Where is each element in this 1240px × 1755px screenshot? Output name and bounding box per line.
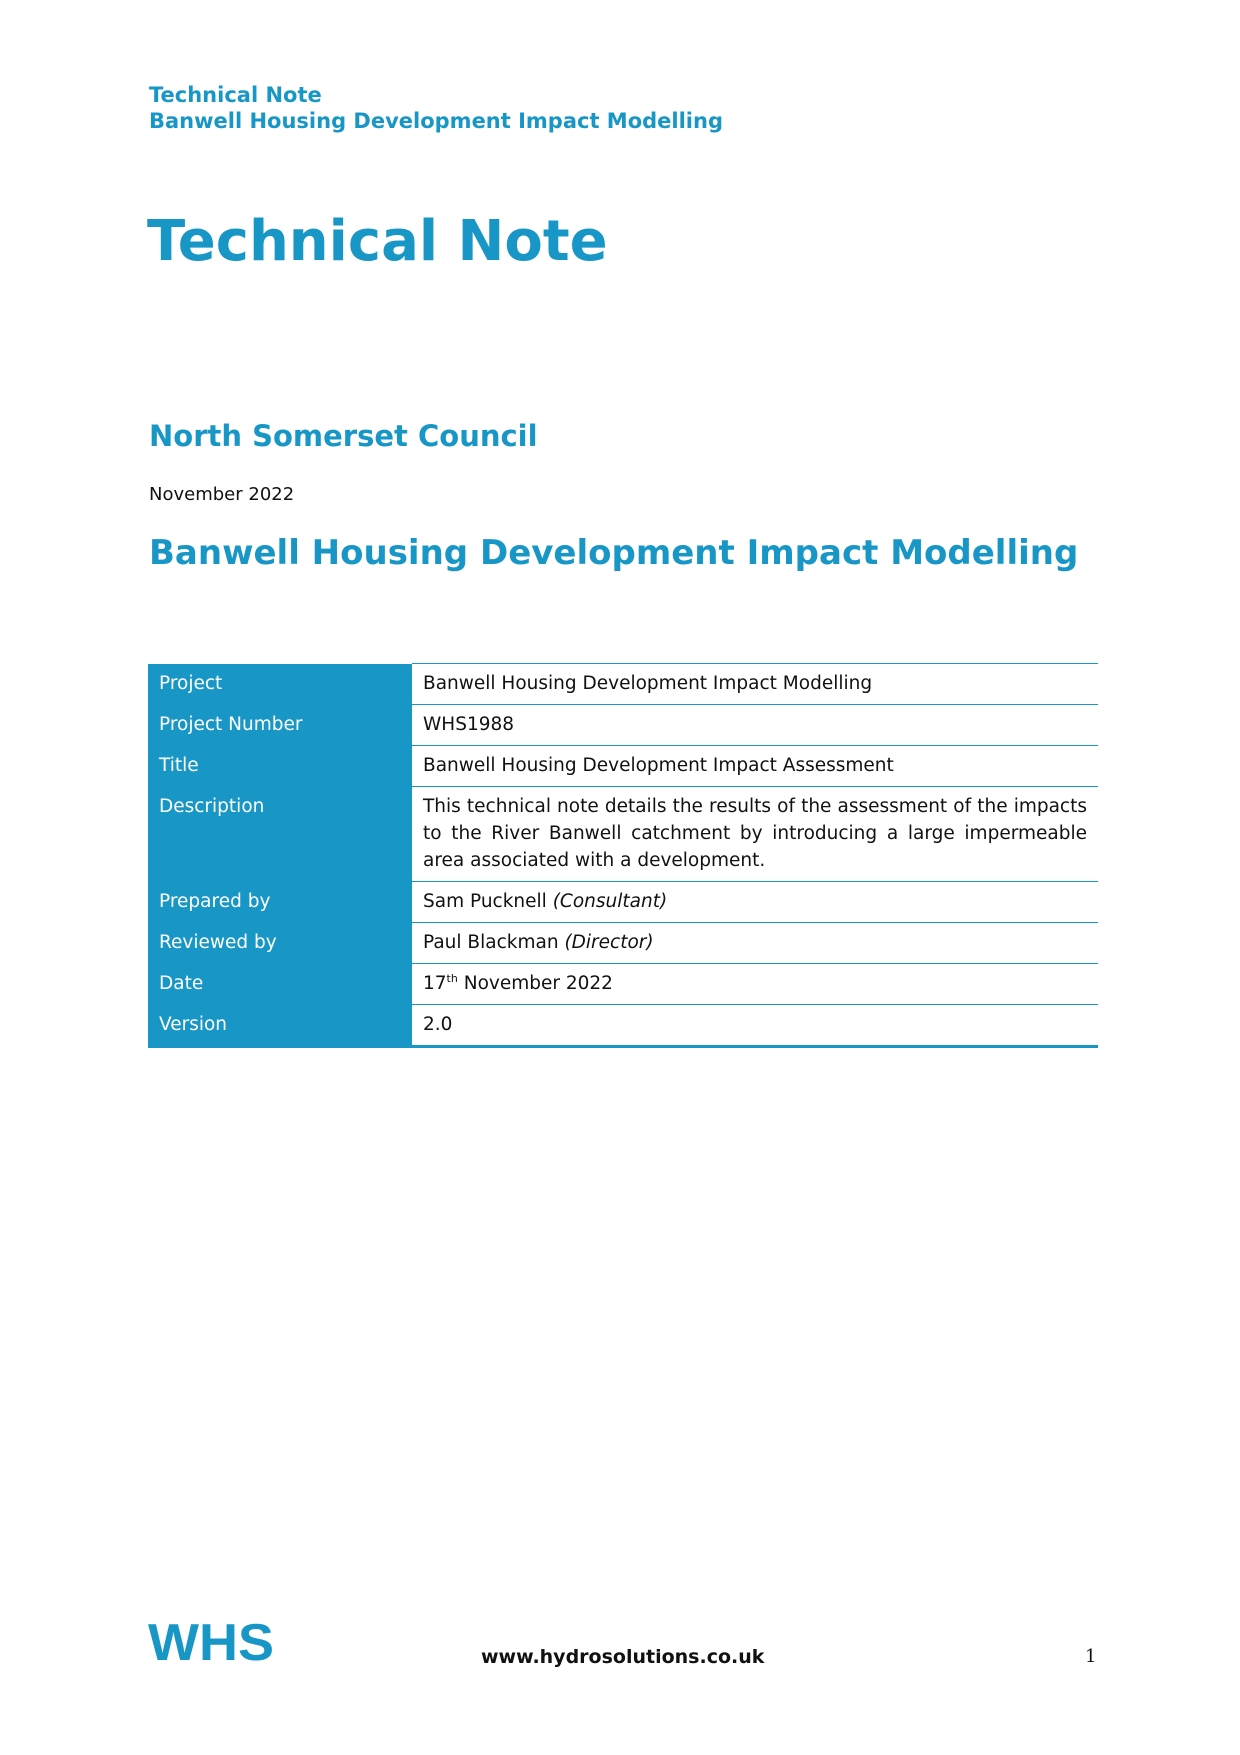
info-label: Reviewed by <box>148 923 412 964</box>
preparer-name: Sam Pucknell <box>423 891 547 912</box>
date-day: 17 <box>423 973 447 994</box>
info-value <box>412 882 1098 923</box>
info-label: Version <box>148 1005 412 1047</box>
info-value: 2.0 <box>412 1005 1098 1047</box>
info-row-description <box>148 787 1098 882</box>
date-rest: November 2022 <box>457 973 613 994</box>
info-row-reviewed-by <box>148 923 1098 964</box>
info-value <box>412 923 1098 964</box>
client-name: North Somerset Council <box>149 419 538 453</box>
info-label: Title <box>148 746 412 787</box>
running-header-doc-type: Technical Note <box>149 83 322 107</box>
preparer-role: (Consultant) <box>552 891 668 912</box>
logo-text: WHS <box>148 1614 274 1664</box>
info-label: Project Number <box>148 705 412 746</box>
info-row-project-number <box>148 705 1098 746</box>
info-label: Project <box>148 664 412 705</box>
reviewer-role: (Director) <box>564 932 654 953</box>
running-header <box>149 82 723 134</box>
footer-website: www.hydrosolutions.co.uk <box>481 1646 765 1668</box>
reviewer-name: Paul Blackman <box>423 932 559 953</box>
info-row-version <box>148 1005 1098 1047</box>
document-info-table <box>148 663 1098 1048</box>
info-value: Banwell Housing Development Impact Modelling <box>412 664 1098 705</box>
info-row-title <box>148 746 1098 787</box>
info-value: Banwell Housing Development Impact Assessment <box>412 746 1098 787</box>
info-value <box>412 964 1098 1005</box>
info-value: WHS1988 <box>412 705 1098 746</box>
whs-logo <box>148 1614 278 1664</box>
page-number: 1 <box>1085 1646 1097 1667</box>
info-row-date <box>148 964 1098 1005</box>
info-label: Description <box>148 787 412 882</box>
info-label: Date <box>148 964 412 1005</box>
info-row-prepared-by <box>148 882 1098 923</box>
date-ordinal-suffix: th <box>446 971 458 985</box>
document-title: Technical Note <box>147 209 608 274</box>
document-date: November 2022 <box>149 484 295 505</box>
info-row-project <box>148 664 1098 705</box>
info-label: Prepared by <box>148 882 412 923</box>
info-value: This technical note details the results of the assessment of the impacts to the River Banwell catchment by introducing a large impermeable area associated with a development. <box>412 787 1098 882</box>
running-header-project: Banwell Housing Development Impact Modelling <box>149 109 723 133</box>
project-heading: Banwell Housing Development Impact Modelling <box>149 533 1079 573</box>
